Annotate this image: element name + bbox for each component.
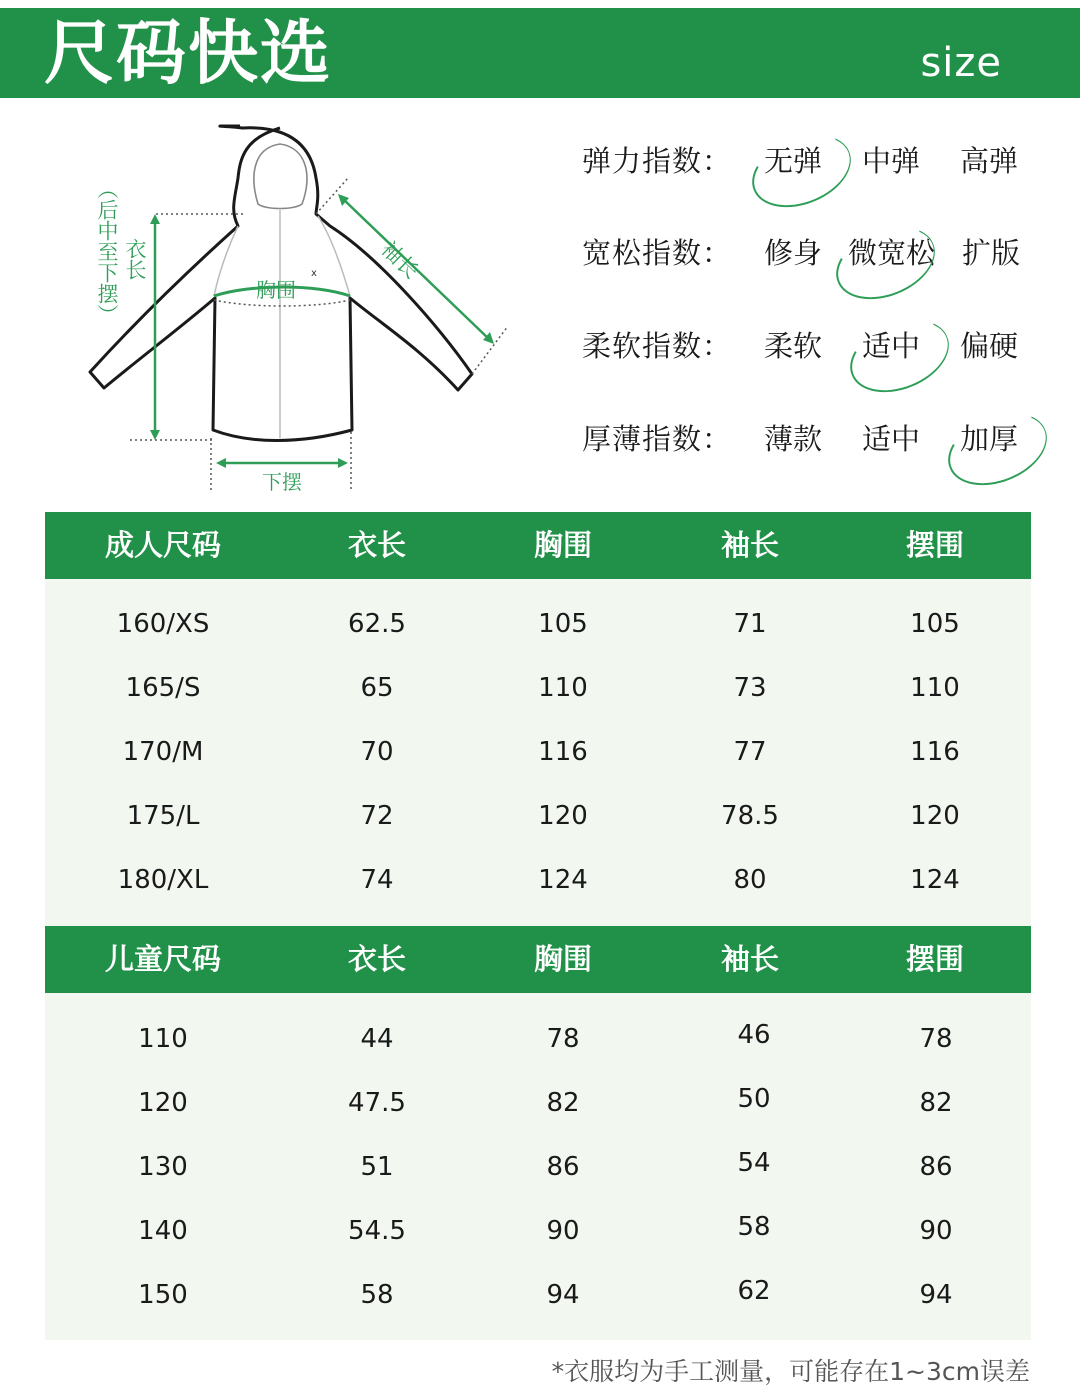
table-cell: 94 [919, 1280, 953, 1310]
table-cell: 86 [919, 1152, 953, 1182]
table-cell: 65 [360, 673, 394, 703]
jacket-outline-illustration [80, 118, 520, 498]
index-option-selected: 无弹 [764, 136, 822, 186]
adult-table-header [45, 512, 1031, 579]
table-cell: 54 [737, 1148, 771, 1178]
table-row [45, 1263, 1031, 1327]
table-cell: 47.5 [348, 1088, 406, 1118]
table-cell: 180/XL [117, 865, 209, 895]
table-row [45, 720, 1031, 784]
index-option: 薄款 [764, 422, 823, 456]
child-table-body [45, 993, 1031, 1340]
table-cell: 105 [910, 609, 960, 639]
table-cell: 124 [538, 865, 588, 895]
table-cell: 58 [360, 1280, 394, 1310]
table-cell: 71 [733, 609, 767, 639]
table-cell: 110 [538, 673, 588, 703]
table-cell: 78.5 [721, 801, 779, 831]
column-header: 摆围 [905, 528, 965, 562]
table-row [45, 1071, 1031, 1135]
table-cell: 82 [546, 1088, 580, 1118]
table-cell: 80 [733, 865, 767, 895]
index-row-thickness [582, 414, 1052, 464]
column-header: 衣长 [347, 528, 407, 562]
page-title: 尺码快选 [44, 12, 332, 94]
table-cell: 150 [138, 1280, 188, 1310]
index-row-elasticity [582, 136, 1052, 186]
table-cell: 73 [733, 673, 767, 703]
table-cell: 90 [546, 1216, 580, 1246]
table-cell: 170/M [122, 737, 204, 767]
index-option: 中弹 [862, 144, 921, 178]
jacket-diagram [80, 118, 520, 498]
table-cell: 70 [360, 737, 394, 767]
page-subtitle: size [920, 40, 1002, 86]
measurement-footnote: *衣服均为手工测量，可能存在1~3cm误差 [551, 1357, 1030, 1386]
body-length-label: 衣长 [123, 238, 147, 280]
column-header: 胸围 [533, 942, 593, 976]
table-cell: 116 [910, 737, 960, 767]
table-cell: 72 [360, 801, 394, 831]
table-row [45, 784, 1031, 848]
table-row [45, 1007, 1031, 1071]
table-cell: 78 [546, 1024, 580, 1054]
table-cell: 130 [138, 1152, 188, 1182]
index-option-selected: 微宽松 [848, 228, 935, 278]
column-header: 摆围 [905, 942, 965, 976]
column-header: 成人尺码 [104, 528, 222, 562]
table-cell: 160/XS [116, 609, 210, 639]
table-cell: 51 [360, 1152, 394, 1182]
column-header: 袖长 [720, 528, 780, 562]
table-cell: 54.5 [348, 1216, 406, 1246]
table-cell: 110 [910, 673, 960, 703]
table-cell: 46 [737, 1020, 771, 1050]
header-banner [0, 8, 1080, 98]
child-table-header [45, 926, 1031, 993]
index-option: 柔软 [764, 329, 823, 363]
hem-label: 下摆 [262, 470, 302, 494]
table-cell: 58 [737, 1212, 771, 1242]
table-cell: 44 [360, 1024, 394, 1054]
column-header: 胸围 [533, 528, 593, 562]
index-option: 修身 [764, 236, 823, 270]
table-cell: 82 [919, 1088, 953, 1118]
index-label: 宽松指数： [582, 236, 733, 270]
table-cell: 124 [910, 865, 960, 895]
sleeve-label: 袖长 [376, 236, 424, 284]
table-cell: 116 [538, 737, 588, 767]
table-cell: 175/L [126, 801, 200, 831]
index-option-selected: 加厚 [960, 414, 1018, 464]
column-header: 衣长 [347, 942, 407, 976]
table-cell: 110 [138, 1024, 188, 1054]
table-row [45, 656, 1031, 720]
index-option: 高弹 [960, 144, 1019, 178]
index-option: 适中 [862, 422, 921, 456]
chest-label: 胸围 [256, 278, 296, 302]
adult-table-body [45, 579, 1031, 926]
table-cell: 105 [538, 609, 588, 639]
table-cell: 94 [546, 1280, 580, 1310]
index-row-fit [582, 228, 1052, 278]
index-label: 柔软指数： [582, 329, 733, 363]
table-cell: 86 [546, 1152, 580, 1182]
table-cell: 77 [733, 737, 767, 767]
index-option-selected: 适中 [862, 321, 920, 371]
table-cell: 78 [919, 1024, 953, 1054]
table-cell: 120 [138, 1088, 188, 1118]
index-label: 弹力指数： [582, 144, 733, 178]
table-cell: 140 [138, 1216, 188, 1246]
table-row [45, 848, 1031, 912]
table-cell: 74 [360, 865, 394, 895]
svg-text:x: x [311, 268, 317, 279]
table-cell: 165/S [125, 673, 201, 703]
column-header: 儿童尺码 [104, 942, 222, 976]
table-cell: 62.5 [348, 609, 406, 639]
back-length-label: （后中至下摆） [95, 178, 119, 325]
table-cell: 120 [538, 801, 588, 831]
table-cell: 120 [910, 801, 960, 831]
table-cell: 90 [919, 1216, 953, 1246]
column-header: 袖长 [720, 942, 780, 976]
table-row [45, 1135, 1031, 1199]
index-row-softness [582, 321, 1052, 371]
table-cell: 62 [737, 1276, 771, 1306]
table-row [45, 592, 1031, 656]
index-label: 厚薄指数： [582, 422, 733, 456]
index-option: 扩版 [962, 236, 1021, 270]
table-row [45, 1199, 1031, 1263]
index-option: 偏硬 [960, 329, 1019, 363]
table-cell: 50 [737, 1084, 771, 1114]
